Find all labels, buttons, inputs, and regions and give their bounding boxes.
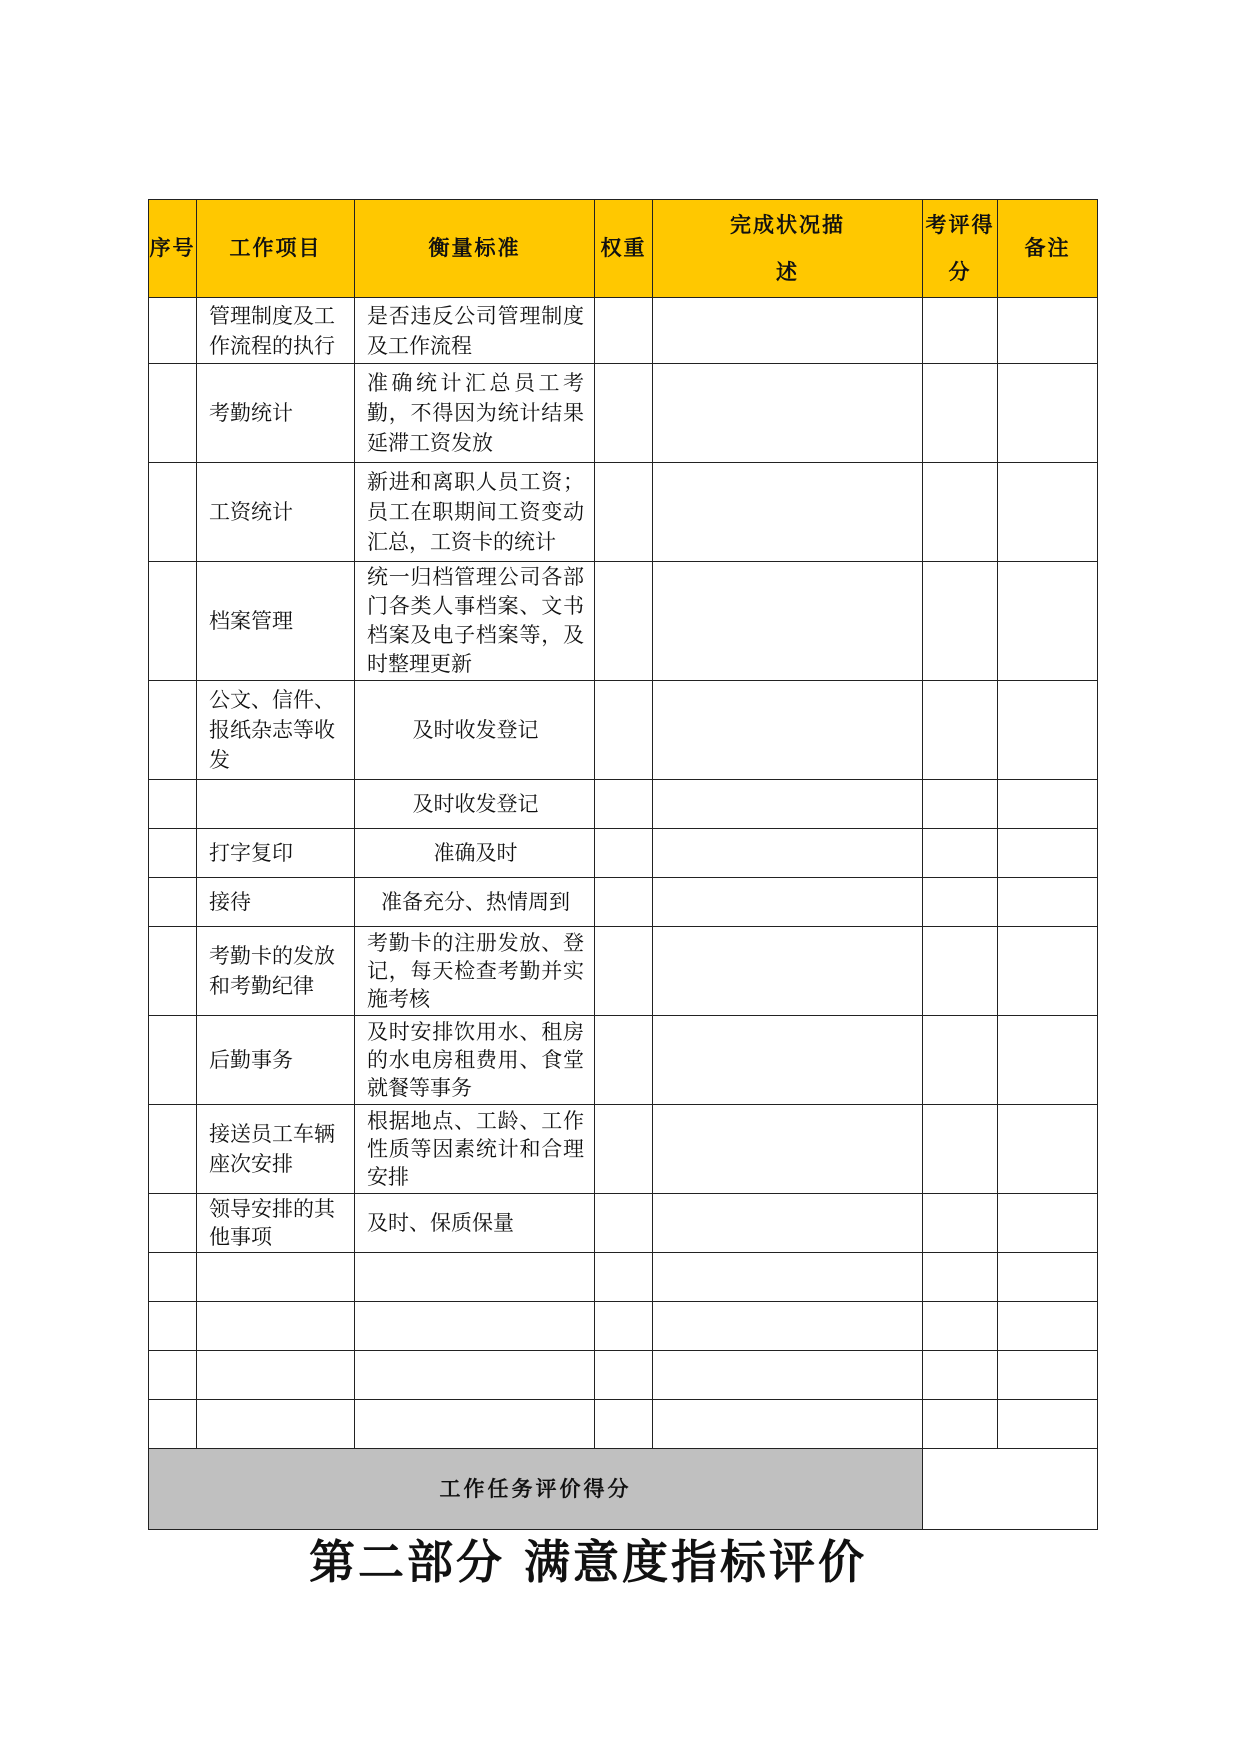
standard-cell: 及时、保质保量 (355, 1194, 595, 1253)
empty-cell[interactable] (653, 1302, 923, 1351)
status-cell[interactable] (653, 681, 923, 780)
standard-cell: 是否违反公司管理制度及工作流程 (355, 298, 595, 364)
seq-cell (149, 562, 197, 681)
remark-cell[interactable] (998, 463, 1098, 562)
item-cell: 打字复印 (197, 829, 355, 878)
header-status: 完成状况描述 (653, 200, 923, 298)
remark-cell[interactable] (998, 829, 1098, 878)
empty-cell (149, 1253, 197, 1302)
empty-cell[interactable] (998, 1351, 1098, 1400)
standard-cell: 及时安排饮用水、租房的水电房租费用、食堂就餐等事务 (355, 1016, 595, 1105)
empty-row (149, 1302, 1098, 1351)
score-cell[interactable] (923, 780, 998, 829)
seq-cell (149, 1016, 197, 1105)
table-row (149, 927, 1098, 1016)
empty-cell[interactable] (197, 1400, 355, 1449)
item-cell: 考勤统计 (197, 364, 355, 463)
item-cell (197, 780, 355, 829)
empty-cell[interactable] (998, 1400, 1098, 1449)
standard-cell: 准备充分、热情周到 (355, 878, 595, 927)
empty-cell[interactable] (355, 1302, 595, 1351)
empty-cell[interactable] (197, 1351, 355, 1400)
status-cell[interactable] (653, 298, 923, 364)
weight-cell[interactable] (595, 829, 653, 878)
status-cell[interactable] (653, 1194, 923, 1253)
empty-cell[interactable] (595, 1351, 653, 1400)
weight-cell[interactable] (595, 1194, 653, 1253)
empty-cell[interactable] (197, 1302, 355, 1351)
score-cell[interactable] (923, 878, 998, 927)
table-row (149, 298, 1098, 364)
score-cell[interactable] (923, 829, 998, 878)
empty-cell (149, 1351, 197, 1400)
weight-cell[interactable] (595, 878, 653, 927)
status-cell[interactable] (653, 829, 923, 878)
table-row (149, 681, 1098, 780)
table-row (149, 364, 1098, 463)
header-score: 考评得分 (923, 200, 998, 298)
empty-cell[interactable] (355, 1253, 595, 1302)
header-item: 工作项目 (197, 200, 355, 298)
remark-cell[interactable] (998, 927, 1098, 1016)
status-cell[interactable] (653, 463, 923, 562)
seq-cell (149, 681, 197, 780)
table-row (149, 463, 1098, 562)
empty-cell[interactable] (923, 1302, 998, 1351)
score-cell[interactable] (923, 298, 998, 364)
standard-cell: 新进和离职人员工资；员工在职期间工资变动汇总，工资卡的统计 (355, 463, 595, 562)
score-cell[interactable] (923, 463, 998, 562)
empty-cell[interactable] (998, 1302, 1098, 1351)
weight-cell[interactable] (595, 1016, 653, 1105)
empty-row (149, 1400, 1098, 1449)
empty-cell[interactable] (653, 1351, 923, 1400)
seq-cell (149, 927, 197, 1016)
weight-cell[interactable] (595, 463, 653, 562)
standard-cell: 统一归档管理公司各部门各类人事档案、文书档案及电子档案等，及时整理更新 (355, 562, 595, 681)
remark-cell[interactable] (998, 681, 1098, 780)
score-cell[interactable] (923, 1194, 998, 1253)
remark-cell[interactable] (998, 878, 1098, 927)
status-cell[interactable] (653, 364, 923, 463)
header-remark: 备注 (998, 200, 1098, 298)
empty-cell[interactable] (653, 1253, 923, 1302)
status-cell[interactable] (653, 878, 923, 927)
table-row (149, 780, 1098, 829)
weight-cell[interactable] (595, 780, 653, 829)
weight-cell[interactable] (595, 681, 653, 780)
status-cell[interactable] (653, 1105, 923, 1194)
score-cell[interactable] (923, 1105, 998, 1194)
item-cell: 工资统计 (197, 463, 355, 562)
empty-cell[interactable] (923, 1351, 998, 1400)
empty-cell[interactable] (595, 1400, 653, 1449)
empty-cell[interactable] (923, 1400, 998, 1449)
item-cell: 考勤卡的发放和考勤纪律 (197, 927, 355, 1016)
remark-cell[interactable] (998, 1105, 1098, 1194)
empty-cell[interactable] (998, 1253, 1098, 1302)
empty-cell[interactable] (923, 1253, 998, 1302)
remark-cell[interactable] (998, 364, 1098, 463)
table-row (149, 878, 1098, 927)
section-title: 第二部分 满意度指标评价 (308, 1535, 867, 1589)
remark-cell[interactable] (998, 298, 1098, 364)
header-standard: 衡量标准 (355, 200, 595, 298)
table-row (149, 1194, 1098, 1253)
status-cell[interactable] (653, 780, 923, 829)
item-cell: 档案管理 (197, 562, 355, 681)
evaluation-table (148, 199, 1098, 1530)
empty-cell[interactable] (355, 1351, 595, 1400)
remark-cell[interactable] (998, 562, 1098, 681)
empty-cell[interactable] (197, 1253, 355, 1302)
seq-cell (149, 364, 197, 463)
remark-cell[interactable] (998, 1194, 1098, 1253)
weight-cell[interactable] (595, 364, 653, 463)
table-row (149, 1016, 1098, 1105)
score-cell[interactable] (923, 364, 998, 463)
item-cell: 管理制度及工作流程的执行 (197, 298, 355, 364)
item-cell: 接待 (197, 878, 355, 927)
total-row (149, 1449, 1098, 1530)
score-cell[interactable] (923, 681, 998, 780)
table-header-row (149, 200, 1098, 298)
weight-cell[interactable] (595, 298, 653, 364)
standard-cell: 考勤卡的注册发放、登记，每天检查考勤并实施考核 (355, 927, 595, 1016)
seq-cell (149, 1105, 197, 1194)
remark-cell[interactable] (998, 1016, 1098, 1105)
standard-cell: 准确统计汇总员工考勤，不得因为统计结果延滞工资发放 (355, 364, 595, 463)
empty-cell[interactable] (595, 1253, 653, 1302)
status-cell[interactable] (653, 927, 923, 1016)
header-weight: 权重 (595, 200, 653, 298)
total-score-label: 工作任务评价得分 (149, 1449, 923, 1530)
status-cell[interactable] (653, 562, 923, 681)
empty-row (149, 1351, 1098, 1400)
weight-cell[interactable] (595, 927, 653, 1016)
seq-cell (149, 829, 197, 878)
item-cell: 公文、信件、报纸杂志等收发 (197, 681, 355, 780)
empty-row (149, 1253, 1098, 1302)
item-cell: 接送员工车辆座次安排 (197, 1105, 355, 1194)
seq-cell (149, 298, 197, 364)
score-cell[interactable] (923, 927, 998, 1016)
standard-cell: 准确及时 (355, 829, 595, 878)
score-cell[interactable] (923, 1016, 998, 1105)
item-cell: 领导安排的其他事项 (197, 1194, 355, 1253)
seq-cell (149, 1194, 197, 1253)
empty-cell (149, 1400, 197, 1449)
seq-cell (149, 463, 197, 562)
weight-cell[interactable] (595, 1105, 653, 1194)
seq-cell (149, 780, 197, 829)
item-cell: 后勤事务 (197, 1016, 355, 1105)
empty-cell (149, 1302, 197, 1351)
empty-cell[interactable] (355, 1400, 595, 1449)
status-cell[interactable] (653, 1016, 923, 1105)
seq-cell (149, 878, 197, 927)
weight-cell[interactable] (595, 562, 653, 681)
header-seq: 序号 (149, 200, 197, 298)
empty-cell[interactable] (653, 1400, 923, 1449)
score-cell[interactable] (923, 562, 998, 681)
remark-cell[interactable] (998, 780, 1098, 829)
table-row (149, 829, 1098, 878)
empty-cell[interactable] (595, 1302, 653, 1351)
standard-cell: 根据地点、工龄、工作性质等因素统计和合理安排 (355, 1105, 595, 1194)
standard-cell: 及时收发登记 (355, 780, 595, 829)
standard-cell: 及时收发登记 (355, 681, 595, 780)
table-row (149, 1105, 1098, 1194)
total-score-value[interactable] (923, 1449, 1098, 1530)
table-row (149, 562, 1098, 681)
